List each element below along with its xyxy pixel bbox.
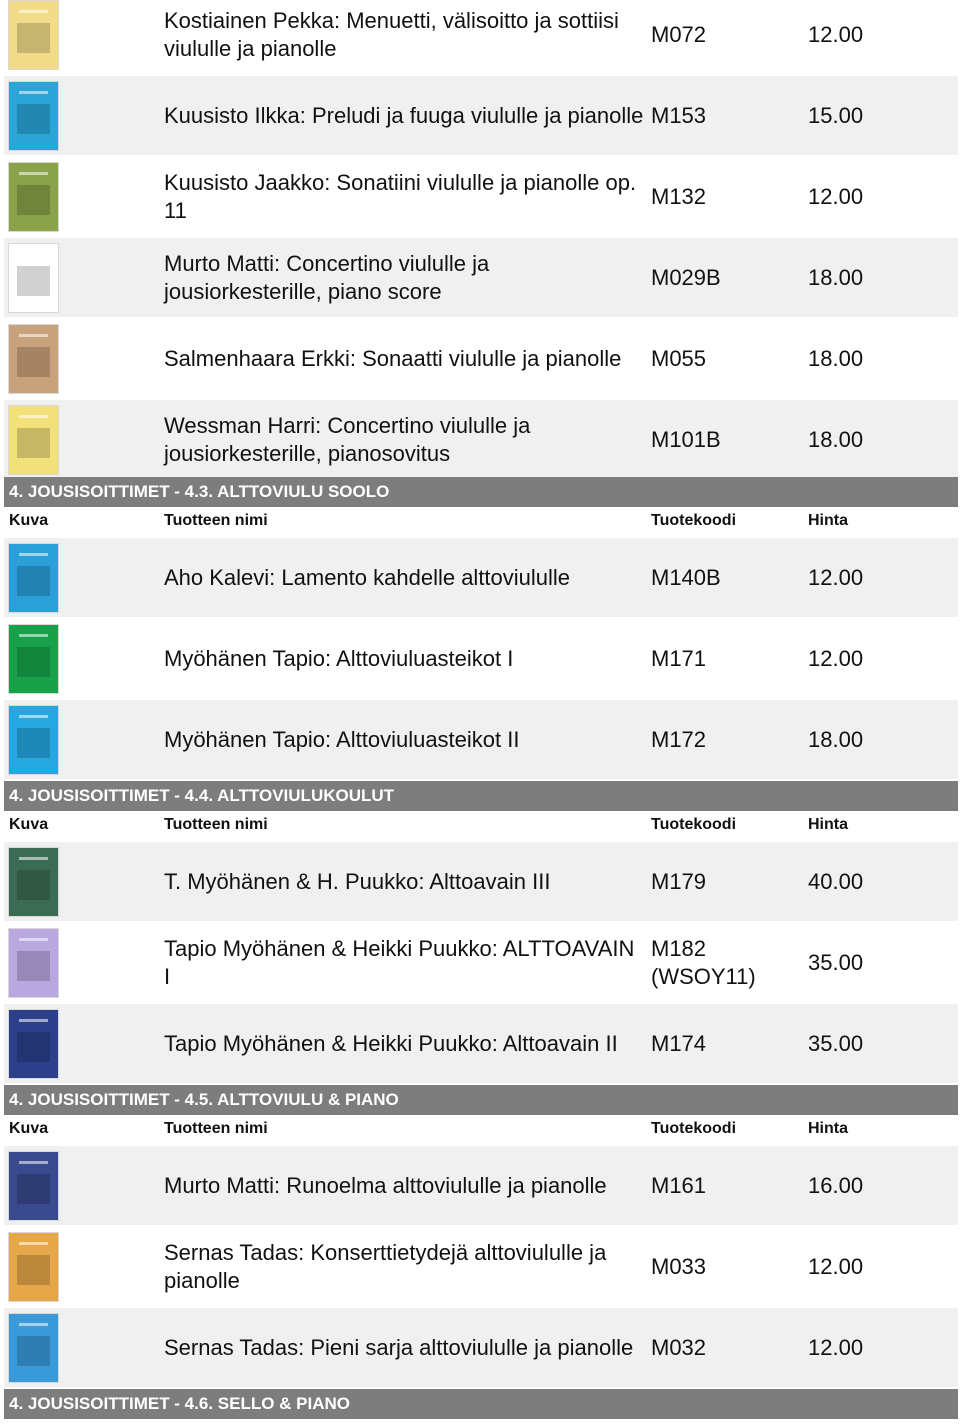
product-code: M179: [651, 868, 707, 894]
cover-illustration: [17, 104, 50, 134]
product-price: 12.00: [808, 183, 864, 209]
cover-image[interactable]: [9, 929, 58, 997]
cover-image[interactable]: [9, 406, 58, 474]
column-header-price: Hinta: [808, 816, 848, 833]
cover-image[interactable]: [9, 82, 58, 150]
table-row: [4, 538, 958, 617]
table-row: [4, 0, 958, 74]
cover-title-line: [19, 91, 48, 94]
cover-image[interactable]: [9, 1010, 58, 1078]
table-row: [4, 400, 958, 479]
cover-illustration: [17, 951, 50, 981]
product-name[interactable]: Murto Matti: Runoelma alttoviululle ja pianolle: [164, 1172, 607, 1198]
table-row: [4, 619, 958, 698]
table-row: [4, 700, 958, 779]
cover-title-line: [19, 715, 48, 718]
product-code: M174: [651, 1030, 707, 1056]
product-code: M033: [651, 1253, 707, 1279]
table-row: [4, 1227, 958, 1306]
cover-image[interactable]: [9, 1314, 58, 1382]
table-row: [4, 319, 958, 398]
product-name[interactable]: T. Myöhänen & H. Puukko: Alttoavain III: [164, 868, 551, 894]
column-header-code: Tuotekoodi: [651, 816, 737, 833]
product-price: 12.00: [808, 1334, 864, 1360]
cover-image[interactable]: [9, 848, 58, 916]
cover-title-line: [19, 1161, 48, 1164]
section-header: 4. JOUSISOITTIMET - 4.4. ALTTOVIULUKOULUT: [4, 781, 958, 811]
cover-illustration: [17, 185, 50, 215]
section-header: 4. JOUSISOITTIMET - 4.5. ALTTOVIULU & PIANO: [4, 1085, 958, 1115]
product-name[interactable]: Aho Kalevi: Lamento kahdelle alttoviululle: [164, 564, 571, 590]
table-row: [4, 157, 958, 236]
cover-title-line: [19, 415, 48, 418]
product-code: M101B: [651, 426, 721, 452]
product-price: 18.00: [808, 426, 864, 452]
cover-title-line: [19, 334, 48, 337]
cover-image[interactable]: [9, 163, 58, 231]
cover-title-line: [19, 172, 48, 175]
cover-illustration: [17, 347, 50, 377]
column-headers: [4, 811, 958, 839]
product-name[interactable]: Murto Matti: Concertino viululle ja jousiorkesterille, piano score: [164, 250, 490, 304]
product-name[interactable]: Kuusisto Jaakko: Sonatiini viululle ja pianolle op. 11: [164, 169, 637, 223]
product-code: M171: [651, 645, 707, 671]
cover-title-line: [19, 857, 48, 860]
product-name[interactable]: Kuusisto Ilkka: Preludi ja fuuga viululle ja pianolle: [164, 102, 644, 128]
product-code: M172: [651, 726, 707, 752]
product-code: M029B: [651, 264, 721, 290]
product-code: M072: [651, 21, 707, 47]
cover-title-line: [19, 938, 48, 941]
cover-illustration: [17, 266, 50, 296]
cover-illustration: [17, 1032, 50, 1062]
column-header-name: Tuotteen nimi: [164, 512, 268, 529]
column-header-price: Hinta: [808, 512, 848, 529]
product-price: 18.00: [808, 726, 864, 752]
product-name[interactable]: Tapio Myöhänen & Heikki Puukko: ALTTOAVAIN I: [164, 935, 635, 989]
product-price: 12.00: [808, 564, 864, 590]
product-price: 18.00: [808, 345, 864, 371]
table-row: [4, 923, 958, 1002]
cover-title-line: [19, 253, 48, 256]
column-header-image: Kuva: [9, 816, 49, 833]
table-row: [4, 76, 958, 155]
cover-illustration: [17, 1255, 50, 1285]
cover-title-line: [19, 1019, 48, 1022]
product-price: 35.00: [808, 949, 864, 975]
cover-illustration: [17, 23, 50, 53]
product-name[interactable]: Kostiainen Pekka: Menuetti, välisoitto ja sottiisi viululle ja pianolle: [164, 7, 619, 61]
cover-illustration: [17, 728, 50, 758]
product-code: M055: [651, 345, 707, 371]
product-code: M132: [651, 183, 707, 209]
product-code: M140B: [651, 564, 721, 590]
column-header-image: Kuva: [9, 1120, 49, 1137]
product-price: 12.00: [808, 21, 864, 47]
table-row: [4, 1308, 958, 1387]
cover-image[interactable]: [9, 244, 58, 312]
cover-image[interactable]: [9, 1152, 58, 1220]
cover-title-line: [19, 1323, 48, 1326]
cover-image[interactable]: [9, 625, 58, 693]
product-code: M182 (WSOY11): [651, 935, 756, 989]
column-header-code: Tuotekoodi: [651, 512, 737, 529]
product-price: 40.00: [808, 868, 864, 894]
cover-illustration: [17, 1174, 50, 1204]
product-price: 12.00: [808, 645, 864, 671]
product-price: 16.00: [808, 1172, 864, 1198]
product-price: 12.00: [808, 1253, 864, 1279]
product-price: 18.00: [808, 264, 864, 290]
product-name[interactable]: Myöhänen Tapio: Alttoviuluasteikot II: [164, 726, 520, 752]
product-name[interactable]: Tapio Myöhänen & Heikki Puukko: Alttoavain II: [164, 1030, 618, 1056]
product-price: 15.00: [808, 102, 864, 128]
column-header-price: Hinta: [808, 1120, 848, 1137]
cover-title-line: [19, 10, 48, 13]
section-header: 4. JOUSISOITTIMET - 4.3. ALTTOVIULU SOOLO: [4, 477, 958, 507]
cover-title-line: [19, 553, 48, 556]
product-code: M153: [651, 102, 707, 128]
product-name[interactable]: Sernas Tadas: Konserttietydejä alttoviululle ja pianolle: [164, 1239, 607, 1293]
column-header-code: Tuotekoodi: [651, 1120, 737, 1137]
cover-image[interactable]: [9, 706, 58, 774]
cover-illustration: [17, 428, 50, 458]
product-code: M032: [651, 1334, 707, 1360]
cover-image[interactable]: [9, 325, 58, 393]
product-price: 35.00: [808, 1030, 864, 1056]
cover-title-line: [19, 1242, 48, 1245]
table-row: [4, 1004, 958, 1083]
product-code: M161: [651, 1172, 707, 1198]
cover-illustration: [17, 870, 50, 900]
cover-title-line: [19, 634, 48, 637]
product-name[interactable]: Wessman Harri: Concertino viululle ja jousiorkesterille, pianosovitus: [164, 412, 531, 466]
cover-image[interactable]: [9, 1, 58, 69]
cover-illustration: [17, 647, 50, 677]
section-header: 4. JOUSISOITTIMET - 4.6. SELLO & PIANO: [4, 1389, 958, 1419]
column-header-name: Tuotteen nimi: [164, 1120, 268, 1137]
cover-image[interactable]: [9, 1233, 58, 1301]
product-name[interactable]: Myöhänen Tapio: Alttoviuluasteikot I: [164, 645, 514, 671]
table-row: [4, 238, 958, 317]
cover-illustration: [17, 566, 50, 596]
column-headers: [4, 1115, 958, 1143]
cover-illustration: [17, 1336, 50, 1366]
table-row: [4, 842, 958, 921]
column-header-image: Kuva: [9, 512, 49, 529]
column-headers: [4, 507, 958, 535]
table-row: [4, 1146, 958, 1225]
product-name[interactable]: Sernas Tadas: Pieni sarja alttoviululle ja pianolle: [164, 1334, 634, 1360]
cover-image[interactable]: [9, 544, 58, 612]
product-name[interactable]: Salmenhaara Erkki: Sonaatti viululle ja pianolle: [164, 345, 622, 371]
column-header-name: Tuotteen nimi: [164, 816, 268, 833]
